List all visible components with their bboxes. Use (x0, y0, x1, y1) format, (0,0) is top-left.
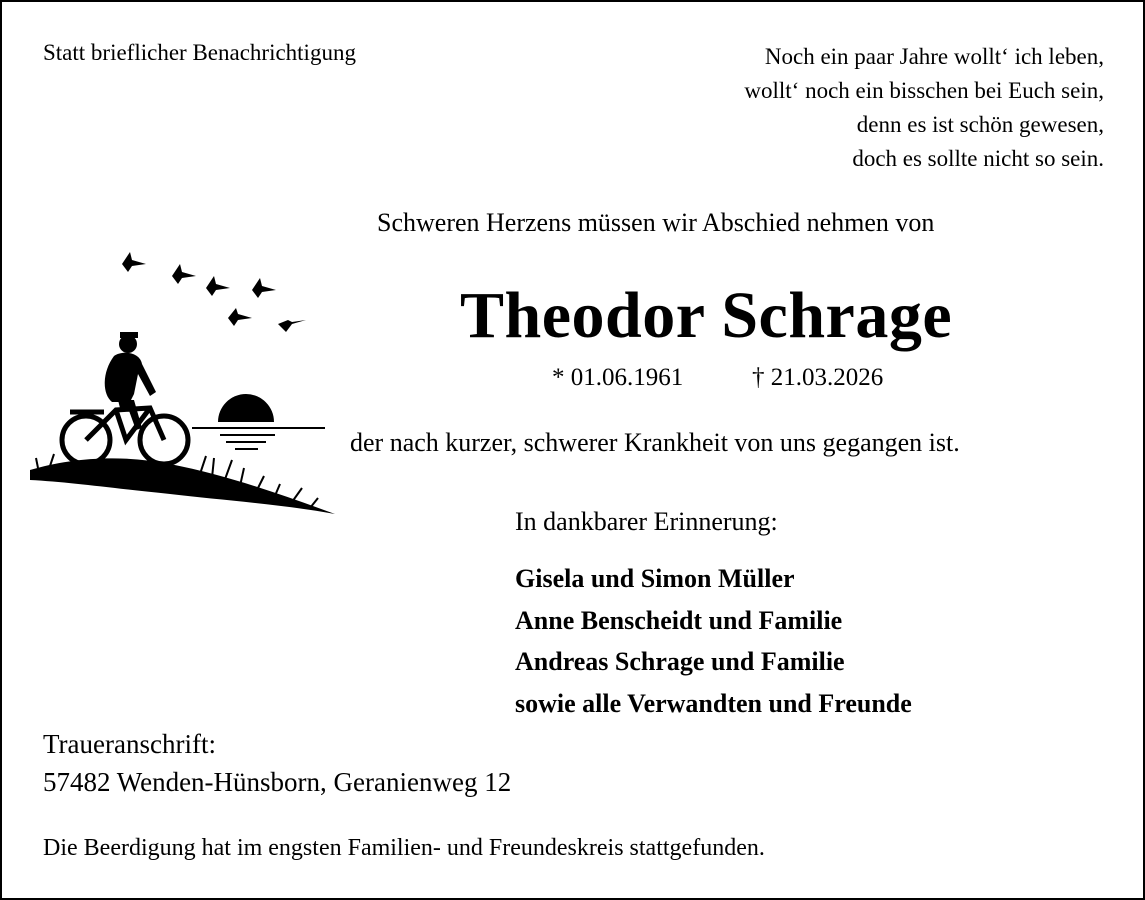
memory-heading: In dankbarer Erinnerung: (515, 507, 778, 536)
notice-heading: Statt brieflicher Benachrichtigung (43, 40, 356, 65)
cyclist-sunset-birds-illustration (30, 232, 340, 532)
grass-hill-icon (30, 458, 335, 514)
poem-line: Noch ein paar Jahre wollt‘ ich leben, (764, 44, 1104, 69)
sunset-icon (218, 394, 274, 422)
mourner-line: sowie alle Verwandten und Freunde (515, 688, 912, 718)
mourner-line: Gisela und Simon Müller (515, 564, 795, 593)
mourner-line: Anne Benscheidt und Familie (515, 605, 843, 635)
death-date: † 21.03.2026 (752, 364, 884, 391)
poem-line: wollt‘ noch ein bisschen bei Euch sein, (744, 78, 1104, 103)
poem (744, 40, 1104, 176)
intro-line: Schweren Herzens müssen wir Abschied nehmen von (377, 208, 935, 237)
birds-icon (122, 252, 306, 332)
burial-note: Die Beerdigung hat im engsten Familien- und Freundeskreis stattgefunden. (43, 835, 765, 861)
bicycle-icon (62, 408, 188, 464)
address-value: 57482 Wenden-Hünsborn, Geranienweg 12 (43, 767, 512, 797)
poem-line: denn es ist schön gewesen, (856, 112, 1104, 137)
mourners-list (515, 558, 912, 724)
birth-date: * 01.06.1961 (552, 364, 684, 391)
deceased-name: Theodor Schrage (460, 279, 953, 352)
poem-line: doch es sollte nicht so sein. (852, 146, 1104, 171)
water-reflection-icon (192, 428, 325, 449)
address-label: Traueranschrift: (43, 729, 216, 759)
mourner-line: Andreas Schrage und Familie (515, 647, 845, 676)
passing-note: der nach kurzer, schwerer Krankheit von uns gegangen ist. (350, 428, 960, 457)
